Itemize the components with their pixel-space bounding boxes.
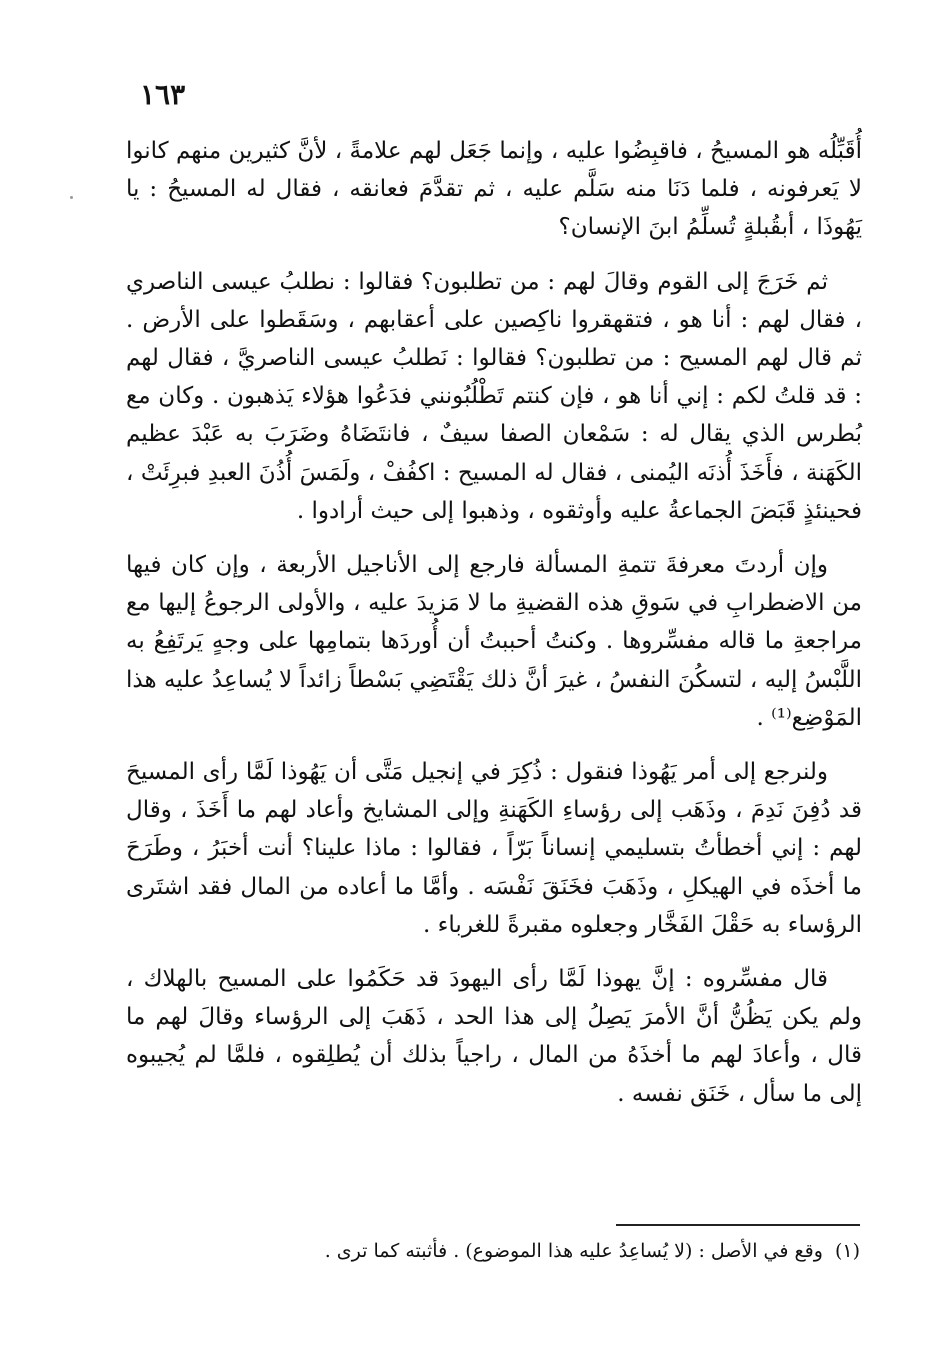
main-text xyxy=(126,132,862,1113)
page-number: ١٦٣ xyxy=(140,78,186,111)
footnote-separator xyxy=(616,1224,860,1226)
paragraph-3: وإن أردتَ معرفةَ تتمةِ المسألة فارجع إلى الأناجيل الأربعة ، وإن كان فيها من الاضطرابِ في سَوقِ هذه القضيةِ ما لا مَزيدَ عليه ، والأولى الرجوعُ إليها مع مراجعةِ ما قاله مفسِّروها . وكنتُ أحببتُ أن أُوردَها بتمامِها على وجهٍ يَرتَفِعُ به اللَّبْسُ إليه ، لتسكُنَ النفسُ ، غيرَ أنَّ ذلك يَقْتَضِي بَسْطاً زائداً لا يُساعِدُ عليه هذا المَوْضِع⁽¹⁾ . xyxy=(126,552,862,731)
paragraph-2: ثم خَرَجَ إلى القوم وقالَ لهم : من تطلبون؟ فقالوا : نطلبُ عيسى الناصري ، فقال لهم : أنا هو ، فتقهقروا ناكِصين على أعقابهم ، وسَقَطوا على الأرض . ثم قال لهم المسيح : من تطلبون؟ فقالوا : نَطلبُ عيسى الناصريَّ ، فقال لهم : قد قلتُ لكم : إني أنا هو ، فإن كنتم تَطْلُبُونني فدَعُوا هؤلاء يَذهبون . وكان مع بُطرس الذي يقال له : سَمْعان الصفا سيفٌ ، فانتَضَاهُ وضَرَبَ به عَبْدَ عظيم الكَهَنة ، فأَخَذَ أُذنَه اليُمنى ، فقال له المسيح : اكفُفْ ، ولَمَسَ أُذُنَ العبدِ فبرِئَتْ ، فحينئذٍ قَبَضَ الجماعةُ عليه وأوثقوه ، وذهبوا إلى حيث أرادوا . xyxy=(126,268,862,524)
paragraph-4: ولنرجع إلى أمر يَهُوذا فنقول : ذُكِرَ في إنجيل مَتَّى أن يَهُوذا لَمَّا رأى المسيحَ قد دُفِنَ نَدِمَ ، وذَهَب إلى رؤساءِ الكَهَنةِ وإلى المشايخ وأعاد لهم ما أَخَذَ ، وقال لهم : إني أخطأتُ بتسليمي إنساناً بَرّاً ، فقالوا : ماذا علينا؟ أنت أخبَرُ ، وطَرَحَ ما أخذَه في الهيكلِ ، وذَهَبَ فخَنَقَ نَفْسَه . وأمَّا ما أعاده من المال فقد اشتَرى الرؤساء به حَقْلَ الفَخَّار وجعلوه مقبرةً للغرباء . xyxy=(126,759,862,938)
scan-speck xyxy=(70,196,73,199)
footnote-marker: (١) xyxy=(834,1240,860,1262)
footnote-text: وقع في الأصل : (لا يُساعِدُ عليه هذا الموضوع) . فأثبته كما ترى . xyxy=(324,1240,823,1262)
paragraph-5: قال مفسِّروه : إنَّ يهوذا لَمَّا رأى اليهودَ قد حَكَمُوا على المسيح بالهلاك ، ولم يكن يَظُنُّ أنَّ الأمرَ يَصِلُ إلى هذا الحد ، ذَهَبَ إلى الرؤساء وقالَ لهم ما قال ، وأعادَ لهم ما أخذَهُ من المال ، راجياً بذلك أن يُطلِقوه ، فلمَّا لم يُجيبوه إلى ما سأل ، خَنَق نفسه . xyxy=(126,966,862,1107)
paragraph-1: أُقَبِّلُه هو المسيحُ ، فاقبِضُوا عليه ، وإنما جَعَل لهم علامةً ، لأنَّ كثيرين منهم كانوا لا يَعرفونه ، فلما دَنَا منه سَلَّم عليه ، ثم تقدَّمَ فعانقه ، فقال له المسيحُ : يا يَهُوذَا ، أبقُبلةٍ تُسلِّمُ ابنَ الإنسان؟ xyxy=(126,138,862,241)
footnote xyxy=(126,1236,860,1266)
